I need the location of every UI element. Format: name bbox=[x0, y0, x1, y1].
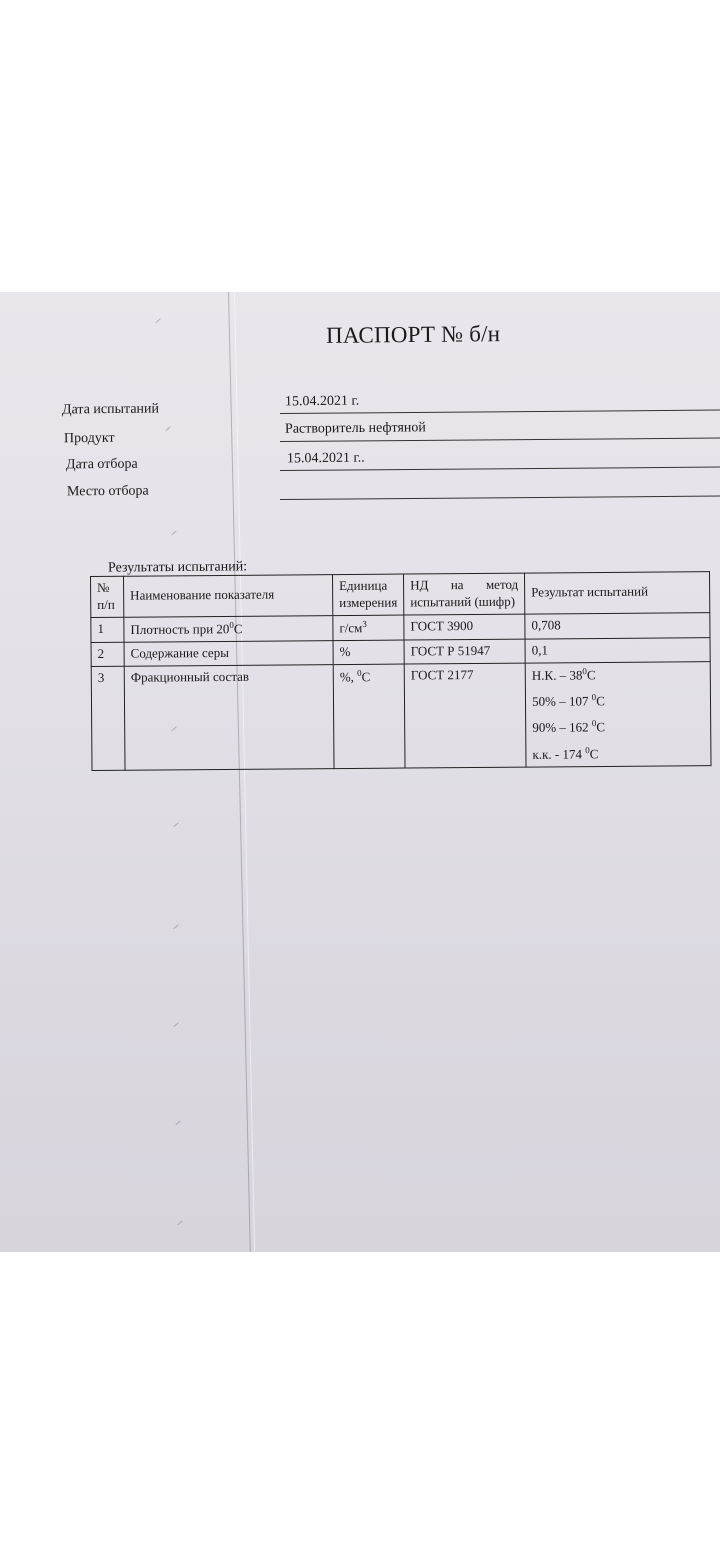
cell-result bbox=[525, 662, 711, 767]
cell-result: 0,708 bbox=[525, 612, 710, 639]
cell-num: 3 bbox=[91, 666, 125, 770]
document-title: ПАСПОРТ № б/н bbox=[325, 321, 501, 348]
cell-nd: ГОСТ 3900 bbox=[404, 614, 525, 640]
header-nd-word: метод bbox=[485, 576, 519, 592]
header-num: № п/п bbox=[91, 576, 124, 617]
fraction-result-line: 90% – 162 $^0$С bbox=[532, 718, 606, 736]
field-underline bbox=[280, 496, 720, 500]
paper-speck bbox=[155, 319, 162, 326]
paper-fold-line bbox=[228, 292, 251, 1252]
fraction-result-line: 50% – 107 $^0$С bbox=[532, 692, 605, 709]
results-heading: Результаты испытаний: bbox=[107, 559, 248, 576]
results-table-wrap bbox=[90, 571, 712, 771]
paper-speck bbox=[173, 1023, 180, 1030]
table-row bbox=[91, 662, 711, 771]
cell-nd: ГОСТ Р 51947 bbox=[404, 639, 525, 664]
header-name: Наименование показателя bbox=[124, 575, 333, 617]
field-label-product: Продукт bbox=[63, 430, 115, 447]
cell-unit: % bbox=[333, 640, 404, 664]
cell-name: Фракционный состав bbox=[124, 664, 334, 770]
paper-speck bbox=[171, 531, 178, 538]
field-label-sampling-place: Место отбора bbox=[66, 483, 149, 500]
cell-result: 0,1 bbox=[525, 638, 710, 663]
cell-nd: ГОСТ 2177 bbox=[404, 663, 526, 768]
field-value-product: Растворитель нефтяной bbox=[284, 420, 426, 437]
paper-speck bbox=[173, 925, 180, 932]
paper-speck bbox=[175, 1121, 182, 1128]
cell-name: Плотность при $20^0С$ bbox=[124, 615, 333, 642]
header-nd-word: НД bbox=[410, 577, 429, 593]
header-nd-first-line bbox=[410, 577, 518, 595]
header-nd-word: на bbox=[450, 577, 464, 593]
field-underline bbox=[280, 438, 720, 442]
cell-name: Содержание серы bbox=[124, 641, 333, 667]
field-label-sampling-date: Дата отбора bbox=[65, 456, 138, 473]
field-value-test-date: 15.04.2021 г. bbox=[284, 393, 360, 410]
fraction-result-line: к.к. - 174 $^0$С bbox=[532, 744, 599, 762]
paper-fold-highlight bbox=[234, 292, 255, 1252]
field-label-test-date: Дата испытаний bbox=[61, 401, 160, 418]
cell-num: 1 bbox=[91, 617, 124, 642]
table-header-row bbox=[91, 572, 710, 618]
field-underline bbox=[280, 410, 720, 414]
field-underline bbox=[280, 467, 720, 471]
fraction-result-line: Н.К. – $38^0С$ bbox=[531, 665, 596, 683]
document-photo bbox=[0, 292, 720, 1252]
paper-speck bbox=[165, 427, 172, 434]
field-value-sampling-date: 15.04.2021 г.. bbox=[286, 450, 365, 467]
header-nd-second-line: испытаний (шифр) bbox=[410, 593, 516, 610]
cell-num: 2 bbox=[91, 642, 124, 666]
paper-speck bbox=[173, 823, 180, 830]
paper-speck bbox=[177, 1221, 184, 1228]
header-unit: Единица измерения bbox=[332, 574, 403, 615]
header-nd bbox=[404, 573, 525, 615]
results-table bbox=[90, 571, 712, 771]
cell-unit: $г/см^3$ bbox=[333, 615, 404, 641]
header-result: Результат испытаний bbox=[525, 572, 710, 614]
cell-unit: %, $^0$С bbox=[333, 664, 405, 768]
